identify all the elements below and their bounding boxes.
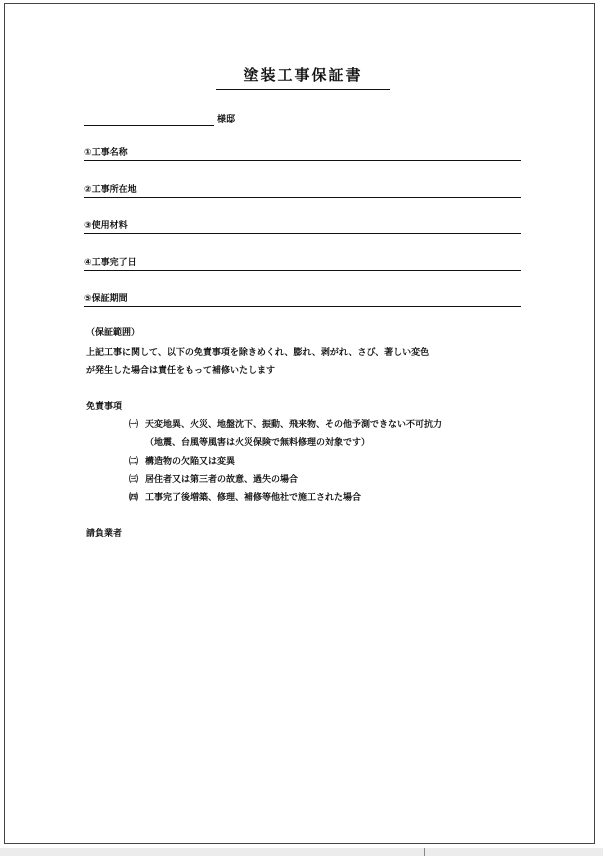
document-title-block bbox=[216, 64, 390, 90]
addressee-name-line[interactable] bbox=[84, 110, 214, 126]
exemption-item bbox=[129, 456, 235, 468]
exemption-item-note bbox=[129, 437, 370, 449]
exemption-item bbox=[129, 474, 298, 486]
contractor-label: 請負業者 bbox=[86, 529, 123, 539]
addressee-suffix: 様邸 bbox=[217, 115, 236, 125]
field-label: ①工事名称 bbox=[84, 148, 128, 158]
field-label: ②工事所在地 bbox=[84, 185, 137, 195]
exemption-text: 天変地異、火災、地盤沈下、振動、飛来物、その他予測できない不可抗力 bbox=[145, 420, 443, 430]
exemption-text: 居住者又は第三者の故意、過失の場合 bbox=[145, 475, 299, 485]
exemption-mark bbox=[129, 437, 145, 449]
field-completion-date[interactable] bbox=[84, 254, 521, 271]
addressee-row bbox=[84, 108, 235, 126]
exemption-text: （地震、台風等風害は火災保険で無料修理の対象です） bbox=[145, 438, 371, 448]
exemption-mark: ㈢ bbox=[129, 475, 139, 485]
document-title: 塗装工事保証書 bbox=[243, 66, 363, 84]
exemption-item bbox=[129, 492, 361, 504]
coverage-text-line-2: が発生した場合は責任をもって補修いたします bbox=[86, 366, 276, 376]
coverage-heading: （保証範囲） bbox=[86, 328, 141, 338]
exemption-item bbox=[129, 419, 442, 431]
exemption-text: 工事完了後増築、修理、補修等他社で施工された場合 bbox=[145, 493, 362, 503]
field-construction-name[interactable] bbox=[84, 144, 521, 161]
viewer-divider bbox=[424, 848, 431, 856]
field-label: ③使用材料 bbox=[84, 221, 128, 231]
exemption-mark: ㈠ bbox=[129, 420, 139, 430]
exemptions-heading: 免責事項 bbox=[86, 402, 123, 412]
field-label: ④工事完了日 bbox=[84, 258, 137, 268]
field-materials-used[interactable] bbox=[84, 217, 521, 234]
viewer-bottom-strip bbox=[0, 848, 603, 856]
coverage-text-line-1: 上記工事に関して、以下の免責事項を除きめくれ、膨れ、剥がれ、さび、著しい変色 bbox=[86, 348, 430, 358]
field-warranty-period[interactable] bbox=[84, 290, 521, 307]
exemption-mark: ㈣ bbox=[129, 493, 139, 503]
exemption-text: 構造物の欠陥又は変異 bbox=[145, 457, 236, 467]
field-construction-location[interactable] bbox=[84, 181, 521, 198]
field-label: ⑤保証期間 bbox=[84, 294, 128, 304]
exemption-mark: ㈡ bbox=[129, 457, 139, 467]
